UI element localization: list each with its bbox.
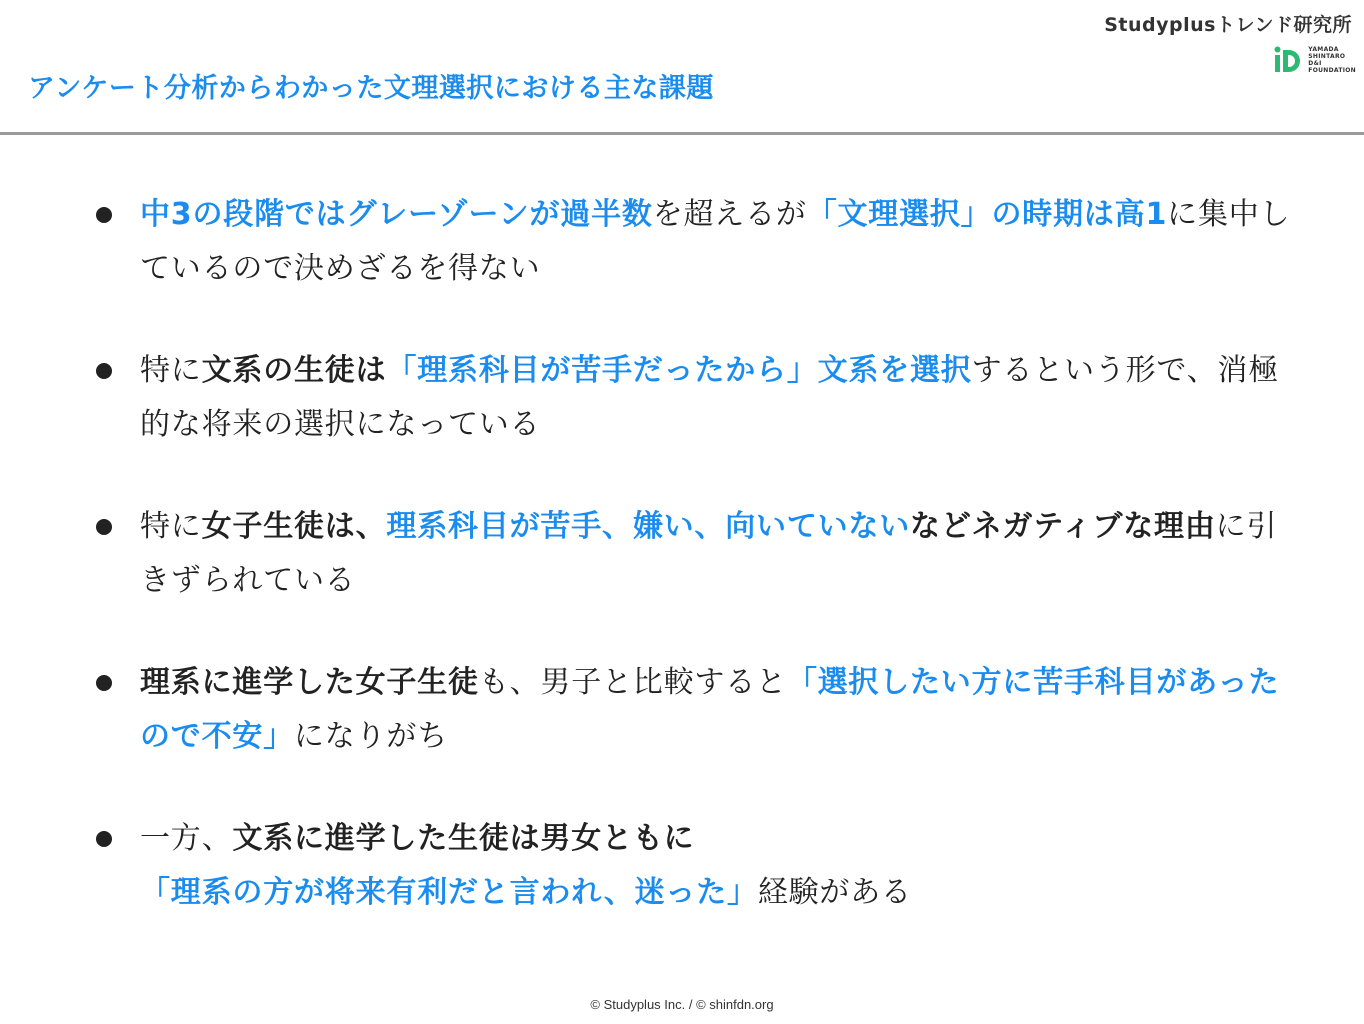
slide-title: アンケート分析からわかった文理選択における主な課題 [28, 73, 714, 104]
bullet-text-segment: に集中しているので決めざるを得ない [140, 197, 1291, 286]
bullet-item [90, 812, 1300, 920]
bullet-dot-icon [96, 363, 112, 379]
bullet-text-segment: 経験がある [757, 875, 912, 910]
bullet-dot-icon [96, 519, 112, 535]
bullet-text-segment: に引きずられている [140, 509, 1278, 598]
foundation-name-line: SHINTARO [1308, 53, 1346, 60]
bullet-text-segment: 「選択したい方に苦手科目があったので不安」 [140, 665, 1280, 754]
title-divider [0, 132, 1364, 135]
bullet-text-segment: 「文理選択」の時期は高1 [806, 197, 1168, 232]
bullet-item [90, 500, 1300, 608]
bullet-item [90, 344, 1300, 452]
bullet-item [90, 656, 1300, 764]
bullet-text-segment: するという形で、消極的な将来の選択になっている [140, 353, 1280, 442]
bullet-text-segment: も、男子と比較すると [478, 665, 787, 700]
bullet-text-segment: 特に [140, 509, 202, 544]
bullet-text-segment: 文系に進学した生徒は男女ともに [232, 821, 695, 856]
bullet-list [90, 188, 1300, 968]
bullet-text-segment: 理系科目が苦手、嫌い、向いていない [386, 509, 911, 544]
foundation-logo [1274, 46, 1356, 74]
bullet-text-segment: 理系に進学した女子生徒 [140, 665, 479, 700]
bullet-dot-icon [96, 207, 112, 223]
bullet-text-segment: 特に [140, 353, 202, 388]
brand-name: Studyplusトレンド研究所 [1104, 14, 1352, 36]
bullet-item [90, 188, 1300, 296]
bullet-text-segment: などネガティブな理由 [910, 509, 1216, 544]
footer-copyright: © Studyplus Inc. / © shinfdn.org [590, 997, 774, 1012]
bullet-text-segment: 「理系の方が将来有利だと言われ、迷った」 [140, 875, 758, 910]
bullet-text-segment: になりがち [294, 719, 448, 754]
bullet-text-segment: 文系の生徒は [201, 353, 387, 388]
foundation-name-line: D&I [1308, 60, 1322, 67]
bullet-dot-icon [96, 831, 112, 847]
bullet-dot-icon [96, 675, 112, 691]
bullet-text-segment: を超えるが [652, 197, 807, 232]
bullet-text-segment: 一方、 [140, 821, 233, 856]
foundation-logo-icon [1274, 46, 1304, 74]
bullet-text-segment: 女子生徒は、 [201, 509, 387, 544]
foundation-name-line: YAMADA [1308, 46, 1339, 53]
foundation-name [1308, 46, 1356, 74]
bullet-text-segment: 「理系科目が苦手だったから」文系を選択 [386, 353, 972, 388]
foundation-name-line: FOUNDATION [1308, 67, 1356, 74]
bullet-text-segment: 中3の段階ではグレーゾーンが過半数 [140, 197, 653, 232]
